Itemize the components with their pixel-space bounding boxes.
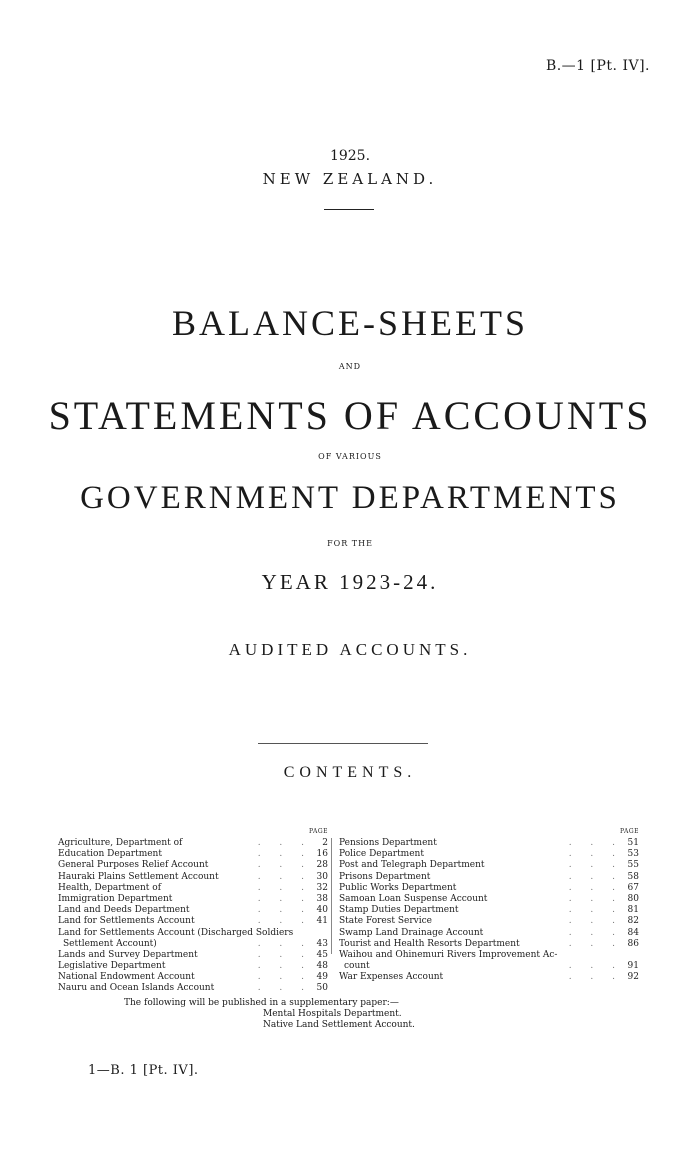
contents-entry [339, 872, 639, 883]
contents-entry-page: 41 [316, 916, 328, 927]
contents-entry [339, 939, 639, 950]
title-balance-sheets: BALANCE-SHEETS [172, 303, 528, 343]
contents-entry [339, 961, 639, 972]
supplementary-item: Mental Hospitals Department. [263, 1009, 402, 1019]
contents-entry [339, 928, 639, 939]
page-column-header: PAGE [309, 828, 328, 835]
supplementary-item: Native Land Settlement Account. [263, 1020, 415, 1030]
contents-entry-page: 32 [316, 882, 328, 893]
contents-entry-label: Legislative Department [58, 961, 168, 972]
contents-entry-label: Land for Settlements Account [58, 916, 198, 927]
contents-entry-label: Swamp Land Drainage Account [339, 928, 486, 939]
leader-dots: . . . [568, 916, 623, 927]
contents-entry-page: 49 [316, 972, 328, 983]
contents-entry-page: 48 [316, 961, 328, 972]
contents-entry-page: 55 [627, 860, 639, 871]
column-divider [331, 838, 332, 954]
contents-entry-label: Health, Department of [58, 883, 164, 894]
contents-entry-page: 16 [316, 849, 328, 860]
contents-entry-label: Samoan Loan Suspense Account [339, 894, 490, 905]
title-conjunction-of-various: OF VARIOUS [318, 452, 382, 461]
leader-dots: . . . [568, 893, 623, 904]
footer-signature: 1—B. 1 [Pt. IV]. [88, 1063, 199, 1078]
leader-dots: . . . [257, 961, 312, 972]
leader-dots: . . . [568, 882, 623, 893]
document-reference: B.—1 [Pt. IV]. [545, 58, 650, 74]
country-heading: NEW ZEALAND. [262, 170, 438, 188]
contents-entry-label: Stamp Duties Department [339, 905, 461, 916]
contents-entry-page: 67 [627, 882, 639, 893]
contents-entry-label: Hauraki Plains Settlement Account [58, 872, 222, 883]
page-column-header: PAGE [620, 828, 639, 835]
contents-entry [58, 972, 328, 983]
leader-dots: . . . [257, 838, 312, 848]
leader-dots: . . . [568, 838, 623, 848]
title-conjunction-for-the: FOR THE [327, 539, 373, 548]
leader-dots: . . . [568, 905, 623, 916]
contents-entry-label: Waihou and Ohinemuri Rivers Improvement Ac- [339, 950, 560, 961]
contents-entry [58, 983, 328, 994]
contents-entry [339, 849, 639, 860]
contents-entry [58, 961, 328, 972]
contents-entry-label: State Forest Service [339, 916, 435, 927]
supplementary-note [124, 998, 415, 1031]
short-rule [324, 209, 374, 210]
leader-dots: . . . [257, 972, 312, 983]
leader-dots: . . . [257, 938, 312, 949]
contents-entry-page: 91 [627, 961, 639, 972]
contents-entry-page: 92 [627, 972, 639, 983]
contents-entry [58, 838, 328, 849]
contents-entry-page: 30 [316, 871, 328, 882]
contents-entry [58, 872, 328, 883]
contents-entry-label: National Endowment Account [58, 972, 198, 983]
contents-entry-label: War Expenses Account [339, 972, 446, 983]
contents-entry [339, 950, 639, 961]
contents-entry-label: Pensions Department [339, 838, 440, 849]
title-government-departments: GOVERNMENT DEPARTMENTS [80, 480, 620, 516]
title-statements: STATEMENTS OF ACCOUNTS [48, 393, 652, 438]
contents-entry-label: Settlement Account) [63, 939, 160, 950]
contents-entry [339, 916, 639, 927]
contents-entry-label: Post and Telegraph Department [339, 860, 488, 871]
contents-entry [339, 838, 639, 849]
title-audited-accounts: AUDITED ACCOUNTS. [228, 640, 472, 659]
contents-entry-page: 81 [627, 905, 639, 916]
contents-entry-label: Nauru and Ocean Islands Account [58, 983, 217, 994]
title-year: YEAR 1923-24. [261, 570, 439, 594]
contents-entry-page: 82 [627, 916, 639, 927]
contents-entry-page: 43 [316, 938, 328, 949]
contents-entry [58, 905, 328, 916]
contents-entry-label: Land for Settlements Account (Discharged Soldiers [58, 928, 296, 939]
contents-entry-page: 38 [316, 893, 328, 904]
section-rule [258, 743, 428, 744]
contents-entry [58, 883, 328, 894]
leader-dots: . . . [257, 983, 312, 994]
contents-entry [58, 849, 328, 860]
contents-entry-page: 84 [627, 927, 639, 938]
contents-entry-label: Immigration Department [58, 894, 175, 905]
contents-entry [339, 905, 639, 916]
contents-entry-page: 2 [322, 838, 328, 848]
contents-entry-page: 80 [627, 893, 639, 904]
contents-entry-label: Land and Deeds Department [58, 905, 193, 916]
contents-entry-page: 40 [316, 905, 328, 916]
leader-dots: . . . [257, 949, 312, 960]
contents-entry-label: Tourist and Health Resorts Department [339, 939, 523, 950]
title-conjunction-and: AND [338, 362, 362, 371]
contents-entry [58, 894, 328, 905]
leader-dots: . . . [257, 860, 312, 871]
contents-left-column [58, 826, 328, 995]
leader-dots: . . . [568, 860, 623, 871]
supplementary-intro: The following will be published in a supplementary paper:— [124, 998, 399, 1008]
contents-entry [58, 950, 328, 961]
leader-dots: . . . [257, 905, 312, 916]
contents-entry [339, 972, 639, 983]
leader-dots: . . . [568, 938, 623, 949]
leader-dots: . . . [568, 849, 623, 860]
contents-entry-label: count [344, 961, 373, 972]
leader-dots: . . . [257, 893, 312, 904]
contents-entry [58, 939, 328, 950]
contents-entry [339, 883, 639, 894]
contents-entry-page: 86 [627, 938, 639, 949]
contents-entry [339, 894, 639, 905]
contents-entry-page: 28 [316, 860, 328, 871]
leader-dots: . . . [568, 927, 623, 938]
contents-entry-label: Police Department [339, 849, 427, 860]
leader-dots: . . . [257, 849, 312, 860]
contents-entry [58, 928, 328, 939]
contents-entry-page: 50 [316, 983, 328, 994]
contents-entry-label: Education Department [58, 849, 165, 860]
contents-entry-label: Agriculture, Department of [58, 838, 185, 849]
leader-dots: . . . [257, 882, 312, 893]
contents-heading: CONTENTS. [283, 764, 417, 781]
contents-entry-label: General Purposes Relief Account [58, 860, 211, 871]
contents-entry-page: 53 [627, 849, 639, 860]
contents-entry-page: 51 [627, 838, 639, 848]
leader-dots: . . . [257, 916, 312, 927]
leader-dots: . . . [568, 871, 623, 882]
contents-entry-page: 58 [627, 871, 639, 882]
contents-entry [58, 860, 328, 871]
contents-right-column [339, 826, 639, 983]
contents-entry-label: Lands and Survey Department [58, 950, 201, 961]
leader-dots: . . . [257, 871, 312, 882]
document-year: 1925. [329, 148, 371, 164]
contents-entry [58, 916, 328, 927]
contents-entry-label: Prisons Department [339, 872, 433, 883]
leader-dots: . . . [568, 972, 623, 983]
leader-dots: . . . [568, 961, 623, 972]
contents-entry [339, 860, 639, 871]
contents-entry-label: Public Works Department [339, 883, 459, 894]
contents-entry-page: 45 [316, 949, 328, 960]
